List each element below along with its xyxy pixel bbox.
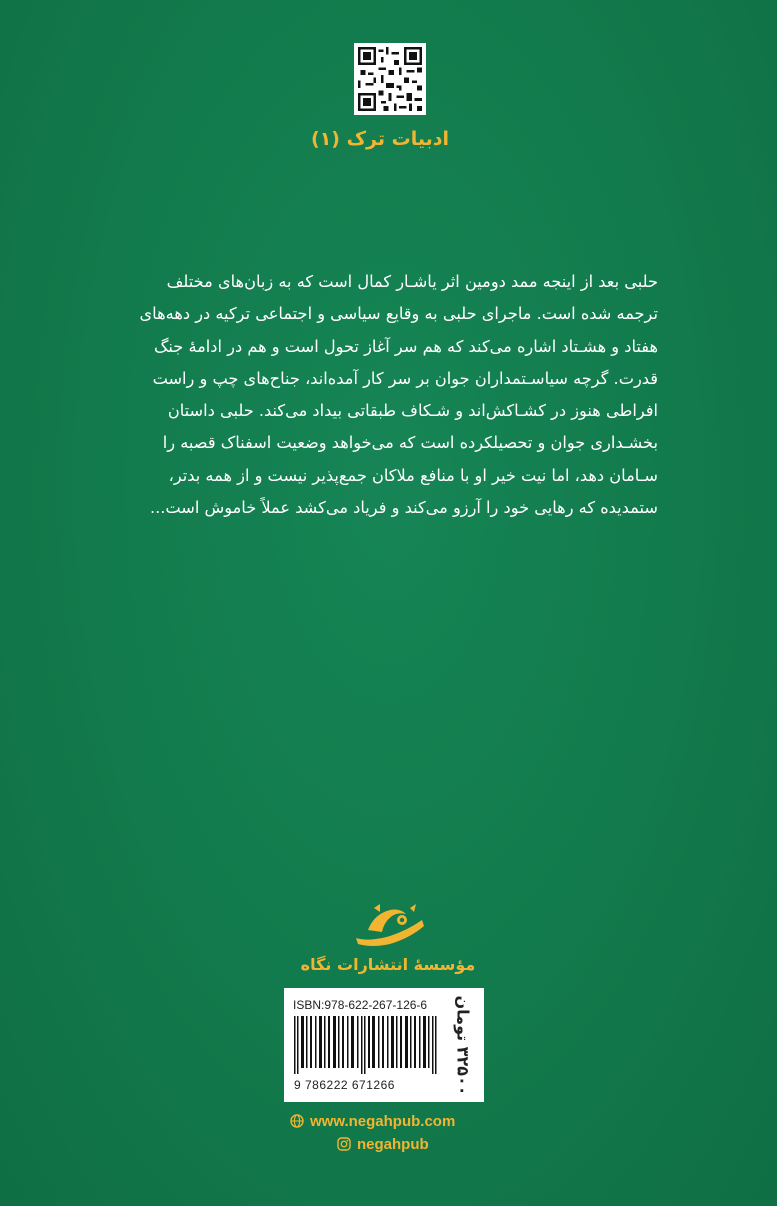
- barcode: [292, 1016, 440, 1074]
- blurb-line: ترجمه شده است. ماجرای حلبی به وقایع سیاسی و اجتماعی ترکیه در دهه‌های: [139, 304, 658, 324]
- blurb-line: قدرت. گرچه سیاسـتمداران جوان بر سر کار آمده‌اند، جناح‌های چپ و راست: [152, 368, 658, 388]
- series-title: ادبیات ترک (۱): [311, 128, 449, 150]
- price-tag: [446, 996, 480, 1094]
- barcode-digits: 9 786222 671266: [294, 1078, 395, 1092]
- barcode-label: [284, 988, 484, 1102]
- publisher-logo: [350, 900, 430, 950]
- instagram-link[interactable]: [337, 1133, 429, 1155]
- price-text: ۳۲۵۰۰ تومان: [453, 994, 473, 1096]
- publisher-name: مؤسسهٔ انتشارات نگاه: [300, 955, 476, 974]
- blurb-line: سـامان دهد، اما نیت خیر او با منافع ملاکان جمع‌پذیر نیست و از همه بدتر،: [168, 465, 658, 485]
- qr-code: [354, 43, 426, 115]
- blurb-line: هفتاد و هشـتاد اشاره می‌کند که هم سر آغاز تحول است و هم در ادامهٔ جنگ: [153, 336, 658, 356]
- instagram-handle[interactable]: negahpub: [357, 1135, 429, 1153]
- blurb-line: افراطی هنوز در کشـاکش‌اند و شـکاف طبقاتی بیداد می‌کند. حلبی داستان: [167, 401, 658, 421]
- website-text[interactable]: www.negahpub.com: [310, 1112, 456, 1130]
- blurb-text: [118, 266, 658, 524]
- blurb-line: بخشـداری جوان و تحصیلکرده است که می‌خواهد وضعیت اسفناک قصبه را: [162, 433, 658, 453]
- website-link[interactable]: [290, 1110, 455, 1132]
- blurb-line: حلبی بعد از اینجه ممد دومین اثر یاشـار کمال است که به زبان‌های مختلف: [166, 272, 658, 291]
- globe-icon: [290, 1114, 304, 1128]
- isbn-number: ISBN:978-622-267-126-6: [293, 998, 428, 1012]
- instagram-icon: [337, 1137, 351, 1151]
- blurb-line: ستمدیده که رهایی خود را آرزو می‌کند و فریاد می‌کشد عملاً خاموش است...: [149, 498, 658, 518]
